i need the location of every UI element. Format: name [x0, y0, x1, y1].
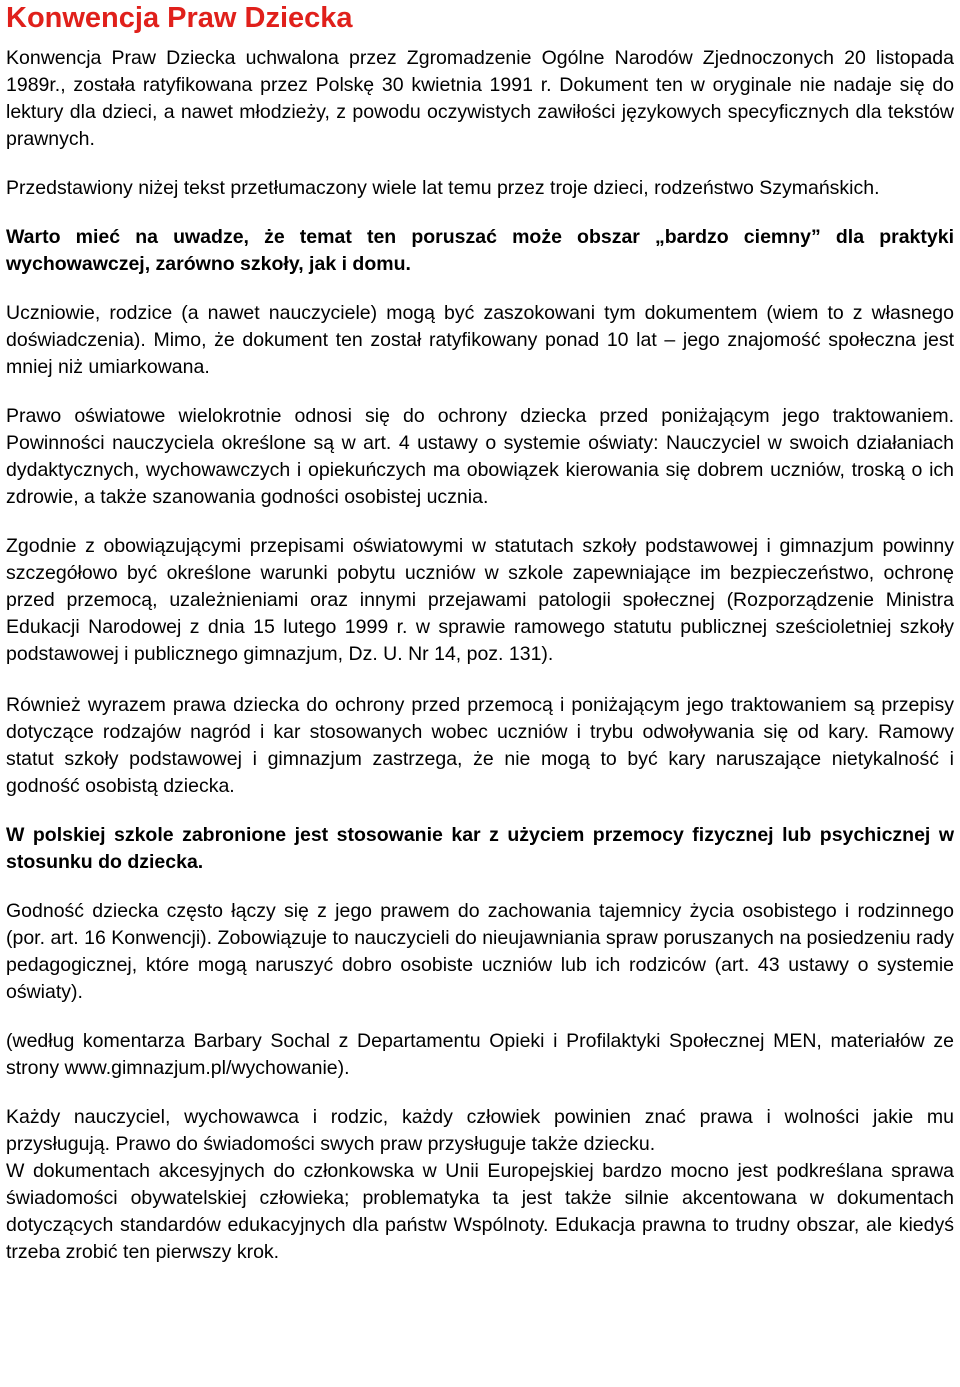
paragraph-intro: Konwencja Praw Dziecka uchwalona przez Zgromadzenie Ogólne Narodów Zjednoczonych 20 listopada 1989r., została ratyfikowana przez Polskę 30 kwietnia 1991 r. Dokument ten w oryginale nie nadaje się do lektury dla dzieci, a nawet młodzieży, z powodu oczywistych zawiłości językowych specyficznych dla tekstów prawnych. [6, 47, 954, 150]
paragraph-education-law: Prawo oświatowe wielokrotnie odnosi się do ochrony dziecka przed poniżającym jego traktowaniem. Powinności nauczyciela określone są w art. 4 ustawy o systemie oświaty: Nauczyciel w swoich działaniach dydaktycznych, wychowawczych i opiekuńczych ma obowiązek kierowania się dobrem uczniów, troską o ich zdrowie, a także szanowania godności osobistej ucznia. [6, 405, 954, 508]
paragraph-source: (według komentarza Barbary Sochal z Departamentu Opieki i Profilaktyki Społecznej MEN, materiałów ze strony www.gimnazjum.pl/wychowanie). [6, 1030, 954, 1079]
paragraph-shock: Uczniowie, rodzice (a nawet nauczyciele) mogą być zaszokowani tym dokumentem (wiem to z własnego doświadczenia). Mimo, że dokument ten został ratyfikowany ponad 10 lat – jego znajomość społeczna jest mniej niż umiarkowana. [6, 302, 954, 378]
paragraph-translation-note: Przedstawiony niżej tekst przetłumaczony wiele lat temu przez troje dzieci, rodzeństwo Szymańskich. [6, 177, 880, 199]
paragraph-warning-text: Warto mieć na uwadze, że temat ten poruszać może obszar „bardzo ciemny” dla praktyki wychowawczej, zarówno szkoły, jak i domu. [6, 226, 954, 275]
paragraph-prohibition-text: W polskiej szkole zabronione jest stosowanie kar z użyciem przemocy fizycznej lub psychicznej w stosunku do dziecka. [6, 824, 954, 873]
paragraph-regulations: Zgodnie z obowiązującymi przepisami oświatowymi w statutach szkoły podstawowej i gimnazjum powinny szczegółowo być określone warunki pobytu uczniów w szkole zapewniające im bezpieczeństwo, ochronę przed przemocą, uzależnieniami oraz innymi przejawami patologii społecznej (Rozporządzenie Ministra Edukacji Narodowej z dnia 15 lutego 1999 r. w sprawie ramowego statutu publicznej sześcioletniej szkoły podstawowej i publicznego gimnazjum, Dz. U. Nr 14, poz. 131). [6, 535, 954, 665]
paragraph-prohibition [6, 822, 954, 876]
paragraph-privacy: Godność dziecka często łączy się z jego prawem do zachowania tajemnicy życia osobistego i rodzinnego (por. art. 16 Konwencji). Zobowiązuje to nauczycieli do nieujawniania spraw poruszanych na posiedzeniu rady pedagogicznej, które mogą naruszyć dobro osobiste uczniów lub ich rodziców (art. 43 ustawy o systemie oświaty). [6, 900, 954, 1003]
paragraph-rights-awareness: Każdy nauczyciel, wychowawca i rodzic, każdy człowiek powinien znać prawa i wolności jakie mu przysługują. Prawo do świadomości swych praw przysługuje także dziecku. [6, 1106, 954, 1155]
paragraph-punishments: Również wyrazem prawa dziecka do ochrony przed przemocą i poniżającym jego traktowaniem są przepisy dotyczące rodzajów nagród i kar stosowanych wobec uczniów i trybu odwoływania się od kary. Ramowy statut szkoły podstawowej i gimnazjum zastrzega, że nie mogą to być kary naruszające nietykalność i godność osobistą dziecka. [6, 694, 954, 797]
paragraph-warning [6, 224, 954, 278]
paragraph-eu: W dokumentach akcesyjnych do członkowska w Unii Europejskiej bardzo mocno jest podkreślana sprawa świadomości obywatelskiej człowieka; problematyka ta jest także silnie akcentowana w dokumentach dotyczących standardów edukacyjnych dla państw Wspólnoty. Edukacja prawna to trudny obszar, ale kiedyś trzeba zrobić ten pierwszy krok. [6, 1160, 954, 1263]
page-title: Konwencja Praw Dziecka [6, 2, 353, 34]
